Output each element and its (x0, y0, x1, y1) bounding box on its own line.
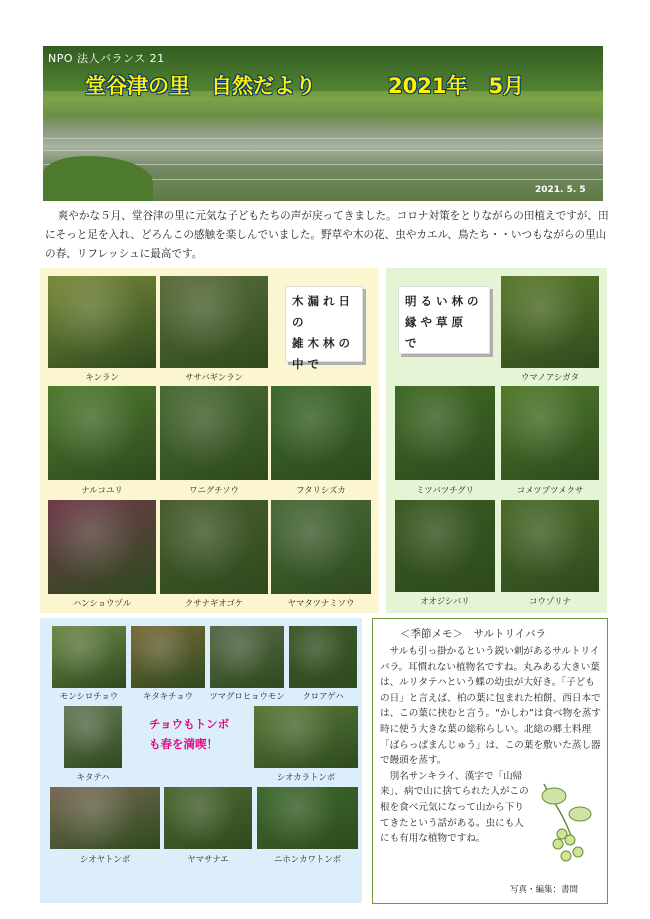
insect-caption: シオヤトンボ (79, 854, 131, 864)
insect-caption: ニホンカワトンボ (274, 854, 341, 864)
plant-photo-futarishizuka (271, 386, 371, 480)
plant-photo-kometsubutsumekusa (501, 386, 599, 480)
insect-caption: シオカラトンボ (276, 772, 336, 782)
plant-photo-sasabaginran (160, 276, 268, 368)
plant-photo-yamatatsunamisou (271, 500, 371, 594)
plant-caption: ハンショウヅル (72, 598, 132, 608)
plant-photo-kusanagiogoke (160, 500, 268, 594)
insect-caption: クロアゲハ (302, 691, 344, 701)
insect-photo-tsumagurohyoumon (210, 626, 284, 688)
insects-catchphrase: チョウもトンボ も春を満喫！ (149, 717, 230, 751)
insect-photo-nihonkawatonbo (257, 787, 358, 849)
plant-caption: キンラン (85, 372, 119, 382)
insect-photo-kuroageha (289, 626, 357, 688)
newsletter-title: 堂谷津の里 自然だより (85, 74, 316, 98)
insect-photo-shiokaratonbo (254, 706, 358, 768)
meadow-note: 明るい林の 縁や草原 で (398, 286, 490, 354)
insect-caption: キタテハ (76, 772, 110, 782)
insect-caption: モンシロチョウ (59, 691, 119, 701)
plant-photo-waniguchisou (160, 386, 268, 480)
insect-caption: ツマグロヒョウモン (209, 691, 285, 701)
plant-caption: ミツバツチグリ (415, 485, 475, 495)
photo-date: 2021. 5. 5 (535, 185, 586, 195)
plant-caption: ワニグチソウ (189, 485, 239, 495)
memo-title: ＜季節メモ＞ サルトリイバラ (400, 628, 546, 640)
sarutoriibara-illustration (534, 774, 600, 866)
plant-caption: オオジシバリ (420, 596, 470, 606)
org-name: NPO 法人バランス 21 (48, 52, 165, 65)
intro-paragraph: 爽やかな５月、堂谷津の里に元気な子どもたちの声が戻ってきました。コロナ対策をとりながらの田植えですが、田にそっと足を入れ、どろんこの感触を楽しんでいました。野草や木の花、虫やカエル、鳥たち・・いつもながらの里山の春、リフレッシュに最高です。 (45, 210, 609, 260)
plant-photo-oojishibari (395, 500, 495, 592)
insect-photo-shioyatonbo (50, 787, 160, 849)
plant-photo-hanshouzuru (48, 500, 156, 594)
memo-paragraph: 別名サンキライ、漢字で「山帰来」、病で山に捨てられた人がこの根を食べ元気になって山から下りてきたという話がある。虫にも人にも有用な植物ですね。 (380, 770, 529, 845)
insect-photo-kitakichou (131, 626, 205, 688)
insect-caption: キタキチョウ (143, 691, 193, 701)
plant-caption: ウマノアシガタ (520, 372, 580, 382)
plant-photo-kouzorina (501, 500, 599, 592)
plant-photo-mitsubatsuchiguri (395, 386, 495, 480)
memo-paragraph: サルも引っ掛かるという鋭い刺があるサルトリイバラ。耳慣れない植物名ですね。丸みある大きい葉は、ルリタテハという蝶の幼虫が大好き。「子どもの日」と言えば、柏の葉に包まれた柏餅、西日本では、この葉に挟むと言う。“かしわ”は食べ物を蒸す時に使う大きな葉の総称らしい。北総の郷土料理「ばらっぱまんじゅう」は、この葉を敷いた蒸し器で饅頭を蒸す。 (380, 646, 602, 767)
plant-caption: ナルコユリ (81, 485, 123, 495)
insect-photo-yamasanae (164, 787, 252, 849)
photo-editor-credit: 写真・編集：書間 (510, 885, 579, 895)
issue-date-title: 2021年 5月 (388, 74, 525, 98)
plant-caption: ササバギンラン (184, 372, 244, 382)
plant-caption: クサナギオゴケ (184, 598, 244, 608)
insect-photo-kitateha (64, 706, 122, 768)
plant-caption: コメツブツメクサ (516, 485, 584, 495)
insect-caption: ヤマサナエ (187, 854, 229, 864)
plant-caption: フタリシズカ (296, 485, 346, 495)
plant-caption: ヤマタツナミソウ (287, 598, 355, 608)
plant-caption: コウゾリナ (529, 596, 571, 606)
plant-photo-umanoashigata (501, 276, 599, 368)
plant-photo-narukoyuri (48, 386, 156, 480)
plant-photo-kinran (48, 276, 156, 368)
woodland-note: 木漏れ日の 雑木林の 中で (285, 286, 363, 362)
insect-photo-monshirochou (52, 626, 126, 688)
